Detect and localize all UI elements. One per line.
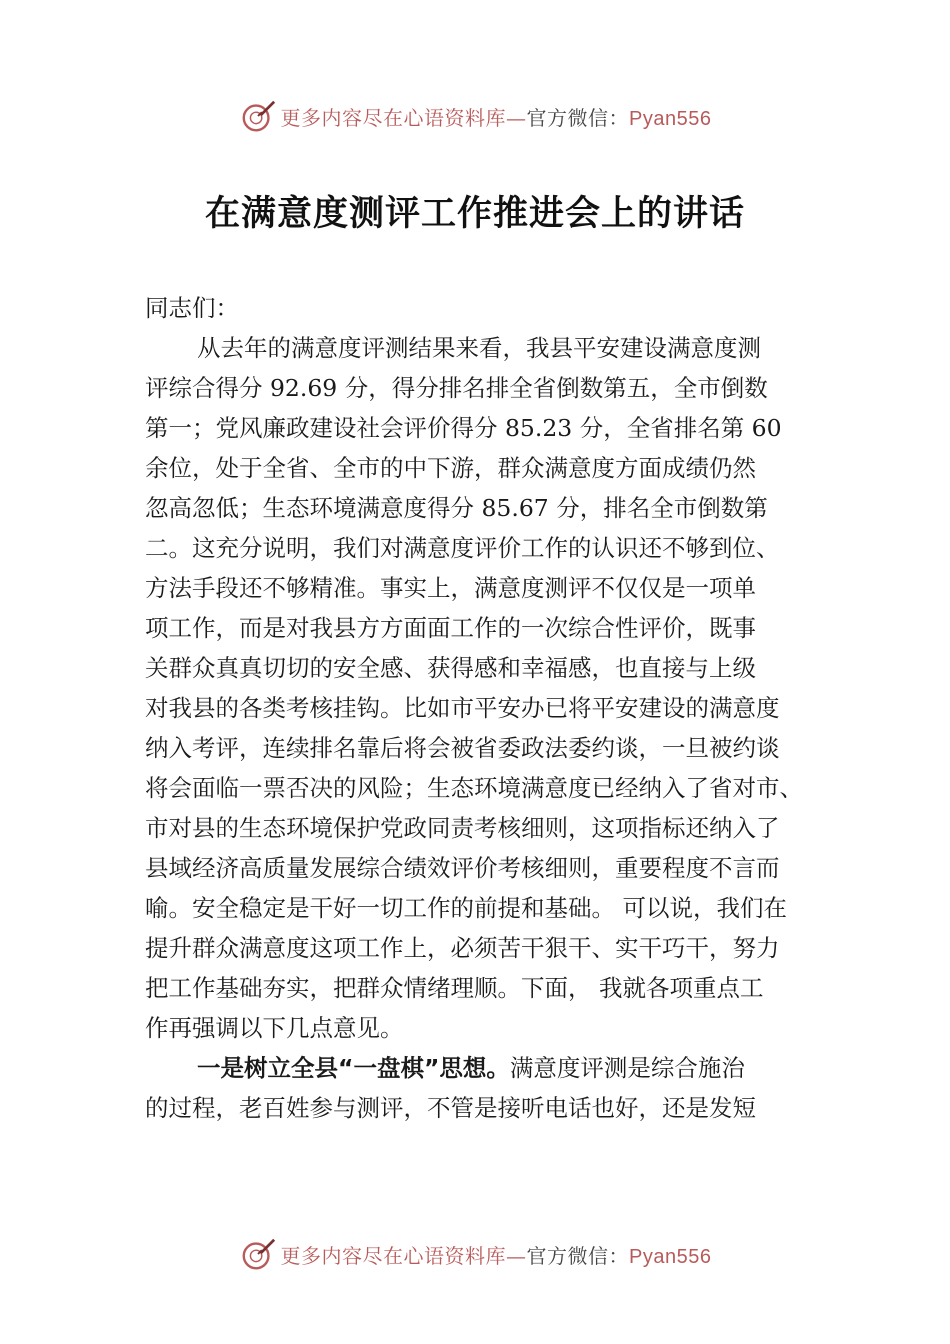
- banner-wechat-label: 官方微信：: [526, 1243, 630, 1268]
- header-banner: [0, 96, 950, 136]
- paragraph-line: 将会面临一票否决的风险；生态环境满意度已经纳入了省对市、: [145, 774, 803, 802]
- paragraph-line: 评综合得分 92.69 分，得分排名排全省倒数第五，全市倒数: [145, 374, 768, 402]
- paragraph-line: 项工作，而是对我县方方面面工作的一次综合性评价，既事: [145, 614, 756, 642]
- paragraph-2-rest: [145, 1088, 840, 1128]
- paragraph-line: 的过程，老百姓参与测评，不管是接听电话也好，还是发短: [145, 1094, 756, 1122]
- paragraph-line: 余位，处于全省、全市的中下游，群众满意度方面成绩仍然: [145, 454, 756, 482]
- paragraph-line: 县域经济高质量发展综合绩效评价考核细则，重要程度不言而: [145, 854, 780, 882]
- banner-text: [281, 102, 712, 131]
- paragraph-line: 把工作基础夯实，把群众情绪理顺。下面， 我就各项重点工: [145, 974, 764, 1002]
- paragraph-line: 忽高忽低；生态环境满意度得分 85.67 分，排名全市倒数第: [145, 494, 768, 522]
- paragraph-line: 方法手段还不够精准。事实上，满意度测评不仅仅是一项单: [145, 574, 756, 602]
- footer-banner: [0, 1234, 950, 1274]
- banner-wechat-id: Pyan556: [629, 107, 712, 130]
- banner-dash: —: [506, 1243, 527, 1268]
- banner-site-text: 更多内容尽在心语资料库: [280, 105, 507, 130]
- paragraph-2-heading: 一是树立全县“一盘棋”思想。: [197, 1054, 510, 1082]
- document-title: 在满意度测评工作推进会上的讲话: [204, 193, 745, 234]
- paragraph-line: 二。这充分说明，我们对满意度评价工作的认识还不够到位、: [145, 534, 780, 562]
- paragraph-2-first-text: 满意度评测是综合施治: [509, 1054, 745, 1082]
- paragraph-1: [145, 328, 840, 1048]
- paragraph-2: [145, 1048, 840, 1128]
- banner-wechat-label: 官方微信：: [526, 105, 630, 130]
- pen-logo-icon: [239, 1235, 277, 1273]
- paragraph-line: 关群众真真切切的安全感、获得感和幸福感，也直接与上级: [145, 654, 756, 682]
- paragraph-line: 对我县的各类考核挂钩。比如市平安办已将平安建设的满意度: [145, 694, 780, 722]
- greeting: 同志们：: [145, 294, 239, 322]
- paragraph-line: 市对县的生态环境保护党政同责考核细则，这项指标还纳入了: [145, 814, 780, 842]
- paragraph-line: 喻。安全稳定是干好一切工作的前提和基础。 可以说，我们在: [145, 894, 787, 922]
- document-body: [145, 288, 840, 1128]
- banner-dash: —: [506, 105, 527, 130]
- banner-text: [281, 1240, 712, 1269]
- banner-site-text: 更多内容尽在心语资料库: [280, 1243, 507, 1268]
- paragraph-line: 提升群众满意度这项工作上，必须苦干狠干、实干巧干，努力: [145, 934, 780, 962]
- paragraph-line: 作再强调以下几点意见。: [145, 1014, 404, 1042]
- banner-wechat-id: Pyan556: [629, 1245, 712, 1268]
- paragraph-line: 纳入考评，连续排名靠后将会被省委政法委约谈，一旦被约谈: [145, 734, 780, 762]
- paragraph-2-line: [145, 1048, 840, 1088]
- pen-logo-icon: [239, 97, 277, 135]
- paragraph-line: 从去年的满意度评测结果来看，我县平安建设满意度测: [197, 334, 761, 362]
- paragraph-line: 第一；党风廉政建设社会评价得分 85.23 分，全省排名第 60: [145, 414, 782, 442]
